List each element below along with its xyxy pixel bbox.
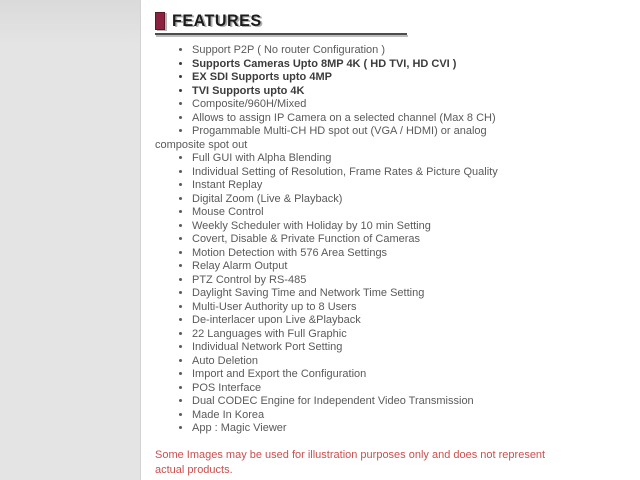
feature-item: • PTZ Control by RS-485 xyxy=(192,274,630,288)
feature-item: • Made In Korea xyxy=(192,409,630,423)
feature-item: • Supports Cameras Upto 8MP 4K ( HD TVI, HD CVI ) xyxy=(192,58,630,72)
feature-item: • Individual Setting of Resolution, Frame Rates & Picture Quality xyxy=(192,166,630,180)
feature-item: • Instant Replay xyxy=(192,179,630,193)
feature-item: • Full GUI with Alpha Blending xyxy=(192,152,630,166)
heading-accent-square-icon xyxy=(155,12,165,30)
heading-underline xyxy=(155,33,407,35)
feature-item: • Dual CODEC Engine for Independent Video Transmission xyxy=(192,395,630,409)
feature-item: • Import and Export the Configuration xyxy=(192,368,630,382)
feature-item: • App : Magic Viewer xyxy=(192,422,630,436)
feature-item: • Auto Deletion xyxy=(192,355,630,369)
page-left-gutter xyxy=(0,0,141,480)
feature-item: • Composite/960H/Mixed xyxy=(192,98,630,112)
features-heading-text: FEATURES xyxy=(172,11,262,30)
features-heading xyxy=(155,11,630,31)
feature-item: • Allows to assign IP Camera on a selected channel (Max 8 CH) xyxy=(192,112,630,126)
feature-item: • Relay Alarm Output xyxy=(192,260,630,274)
feature-item: • Daylight Saving Time and Network Time Setting xyxy=(192,287,630,301)
features-list xyxy=(155,44,630,436)
feature-item: • POS Interface xyxy=(192,382,630,396)
feature-item: • Covert, Disable & Private Function of Cameras xyxy=(192,233,630,247)
feature-item: • Motion Detection with 576 Area Settings xyxy=(192,247,630,261)
feature-item: • Support P2P ( No router Configuration ) xyxy=(192,44,630,58)
feature-item: • De-interlacer upon Live &Playback xyxy=(192,314,630,328)
feature-item-continuation: composite spot out xyxy=(155,138,248,151)
feature-item: • Progammable Multi-CH HD spot out (VGA / HDMI) or analog composite spot out xyxy=(192,125,630,152)
feature-item: • Mouse Control xyxy=(192,206,630,220)
feature-item: • Weekly Scheduler with Holiday by 10 min Setting xyxy=(192,220,630,234)
feature-item: • EX SDI Supports upto 4MP xyxy=(192,71,630,85)
feature-item: • Multi-User Authority up to 8 Users xyxy=(192,301,630,315)
feature-item: • Individual Network Port Setting xyxy=(192,341,630,355)
feature-item: • Digital Zoom (Live & Playback) xyxy=(192,193,630,207)
feature-item: • TVI Supports upto 4K xyxy=(192,85,630,99)
features-section xyxy=(141,0,640,480)
feature-item: • 22 Languages with Full Graphic xyxy=(192,328,630,342)
disclaimer-text: Some Images may be used for illustration purposes only and does not represent actual products. xyxy=(155,448,546,476)
